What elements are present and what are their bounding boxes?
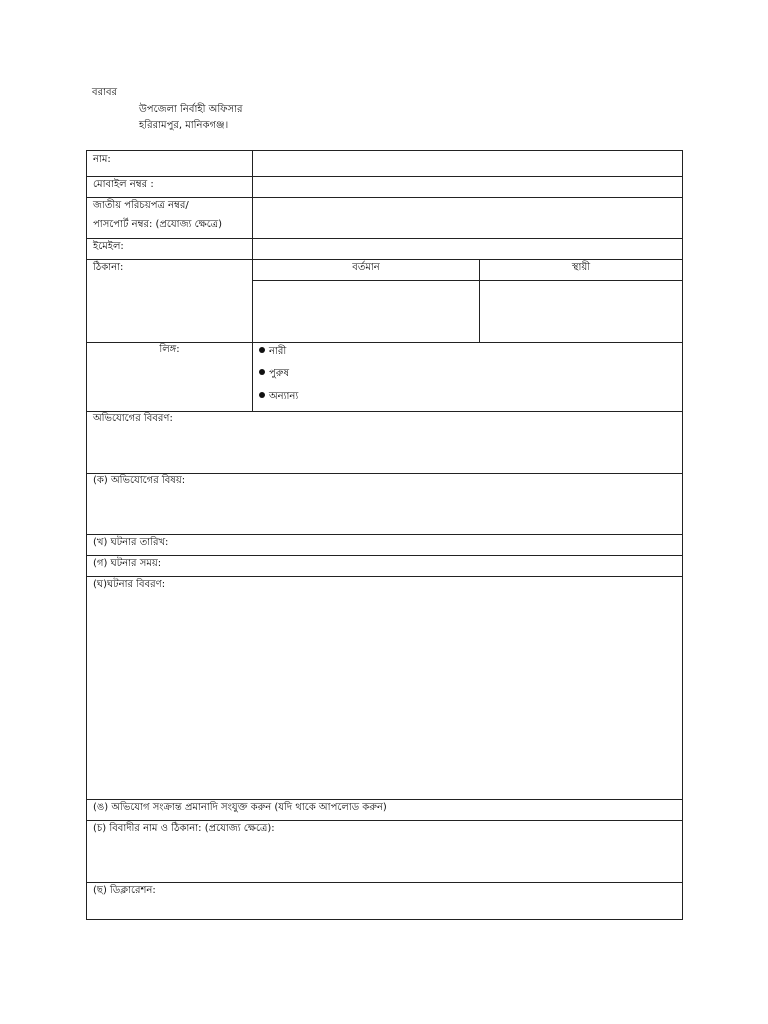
evidence-upload-label[interactable]: (ঙ) অভিযোগ সংক্রান্ত প্রমানাদি সংযুক্ত করুন (যদি থাকে আপলোড করুন) — [93, 802, 387, 813]
nid-label-line1: জাতীয় পরিচয়পত্র নম্বর/ — [93, 200, 189, 211]
gender-option-label: নারী — [269, 346, 287, 357]
row-divider — [87, 882, 682, 883]
address-label: ঠিকানা: — [93, 262, 124, 273]
respondent-label: (চ) বিবাদীর নাম ও ঠিকানা: (প্রযোজ্য ক্ষেত্রে): — [93, 823, 275, 834]
respondent-field[interactable] — [88, 839, 681, 881]
address-present-header: বর্তমান — [352, 262, 380, 273]
row-divider — [87, 799, 682, 800]
addressee-label: বরাবর — [92, 87, 118, 98]
mobile-field[interactable] — [253, 177, 681, 196]
row-divider — [87, 555, 682, 556]
email-field[interactable] — [253, 239, 681, 258]
name-label: নাম: — [93, 154, 111, 165]
gender-option-label: অন্যান্য — [269, 391, 299, 402]
incident-description-label: (ঘ)ঘটনার বিবরণ: — [93, 579, 166, 590]
bullet-icon — [259, 392, 265, 398]
complaint-subject-field[interactable] — [88, 491, 681, 533]
address-permanent-header: স্থায়ী — [571, 262, 591, 273]
declaration-label: (ছ) ডিক্লারেশন: — [93, 885, 156, 896]
row-divider — [87, 259, 682, 260]
incident-date-label: (খ) ঘটনার তারিখ: — [93, 537, 169, 548]
row-divider — [87, 576, 682, 577]
row-divider — [87, 411, 682, 412]
gender-option-other[interactable] — [259, 390, 298, 403]
nid-label-line2: পাসপোর্ট নম্বর: (প্রযোজ্য ক্ষেত্রে) — [93, 219, 223, 230]
complaint-form — [86, 150, 683, 920]
complaint-details-label: অভিযোগের বিবরণ: — [93, 413, 173, 424]
email-label: ইমেইল: — [93, 241, 124, 252]
address-present-field[interactable] — [253, 281, 478, 341]
complaint-subject-label: (ক) অভিযোগের বিষয়: — [93, 475, 186, 486]
gender-label: লিঙ্গ: — [159, 344, 180, 355]
row-divider — [87, 534, 682, 535]
addressee-designation: উপজেলা নির্বাহী অফিসার — [139, 104, 243, 115]
nid-field[interactable] — [253, 198, 681, 237]
incident-time-label: (গ) ঘটনার সময়: — [93, 558, 162, 569]
mobile-label: মোবাইল নম্বর : — [93, 179, 154, 190]
incident-description-field[interactable] — [88, 595, 681, 798]
gender-option-male[interactable] — [259, 367, 289, 380]
bullet-icon — [259, 369, 265, 375]
gender-option-label: পুরুষ — [269, 368, 289, 379]
name-field[interactable] — [253, 152, 681, 175]
addressee-location: হরিরামপুর, মানিকগঞ্জ। — [139, 120, 229, 131]
address-permanent-field[interactable] — [480, 281, 681, 341]
bullet-icon — [259, 347, 265, 353]
row-divider — [87, 820, 682, 821]
gender-option-female[interactable] — [259, 345, 286, 358]
